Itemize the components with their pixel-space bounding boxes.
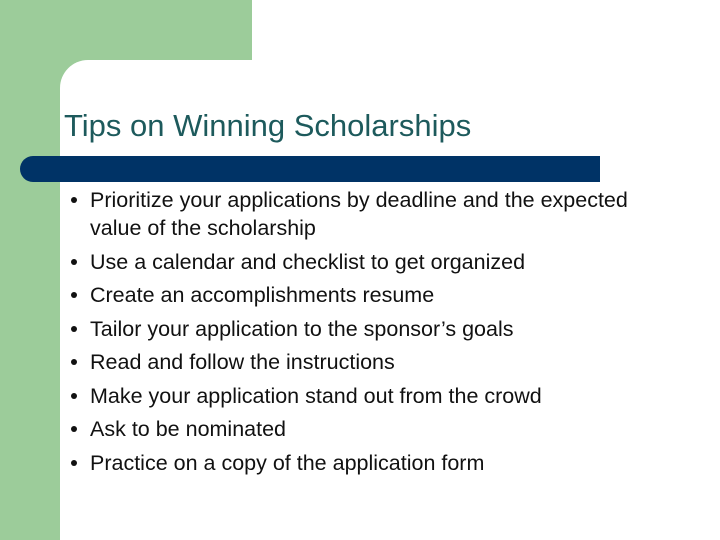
bullet-text: Create an accomplishments resume — [90, 283, 435, 307]
bullet-text: Tailor your application to the sponsor’s goals — [90, 316, 514, 341]
decorative-green-left-bar — [0, 0, 60, 540]
slide-title: Tips on Winning Scholarships — [64, 108, 472, 143]
bullet-item — [70, 315, 630, 343]
bullet-item — [70, 382, 630, 410]
bullet-item — [70, 248, 630, 276]
bullet-item — [70, 186, 630, 242]
bullet-text: Prioritize your applications by deadline and the expected value of the scholarship — [90, 188, 628, 240]
bullet-dot-icon — [71, 326, 77, 332]
bullet-text: Ask to be nominated — [90, 417, 287, 441]
bullet-text: Use a calendar and checklist to get organized — [90, 249, 526, 274]
bullet-item — [70, 449, 630, 477]
bullet-item — [70, 281, 630, 309]
bullet-text: Read and follow the instructions — [90, 350, 395, 374]
bullet-item — [70, 415, 630, 443]
bullet-dot-icon — [71, 197, 77, 203]
bullet-dot-icon — [71, 259, 77, 265]
bullet-text: Practice on a copy of the application form — [90, 450, 485, 475]
bullet-dot-icon — [71, 393, 77, 399]
bullet-dot-icon — [71, 426, 77, 432]
bullet-item — [70, 348, 630, 376]
bullet-text: Make your application stand out from the crowd — [90, 383, 542, 408]
bullet-list — [70, 186, 630, 482]
bullet-dot-icon — [71, 359, 77, 365]
bullet-dot-icon — [71, 460, 77, 466]
title-underline-bar — [20, 156, 600, 182]
bullet-dot-icon — [71, 292, 77, 298]
